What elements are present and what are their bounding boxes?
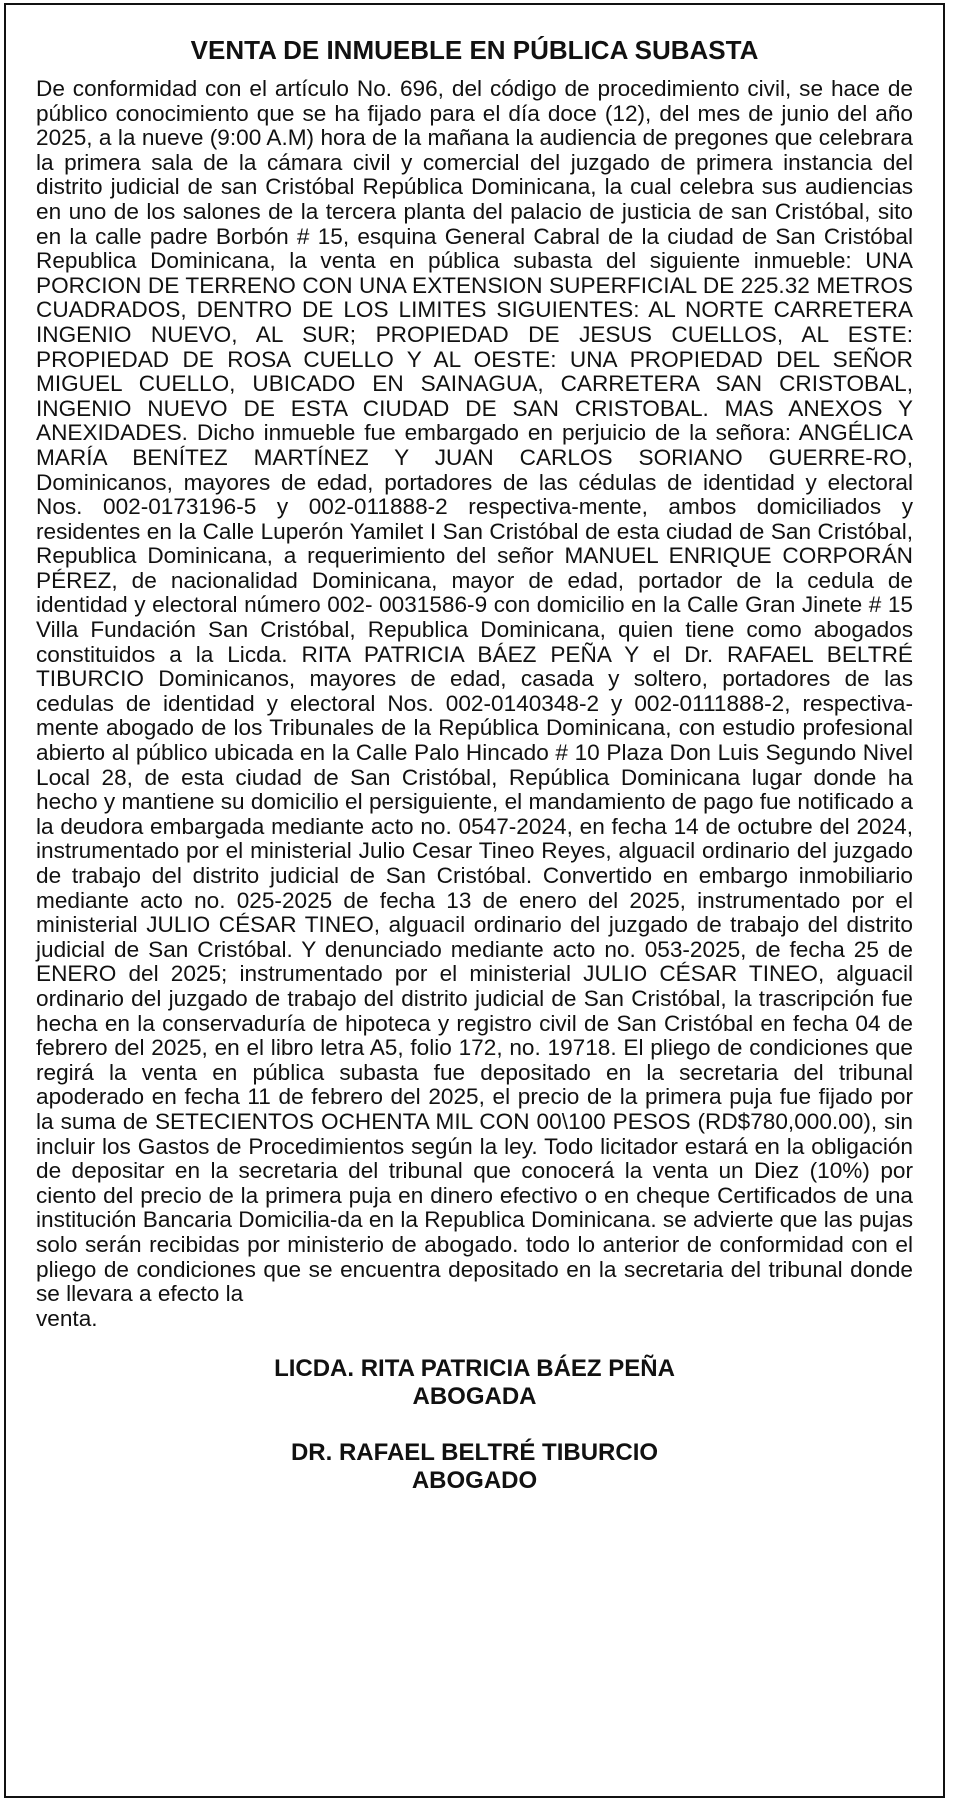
signature-block-2 [36, 1439, 913, 1495]
signature-role: ABOGADO [411, 1467, 538, 1495]
notice-body-end: venta. [36, 1305, 98, 1331]
signature-name: DR. RAFAEL BELTRÉ TIBURCIO [290, 1439, 659, 1467]
notice-body [36, 77, 913, 1331]
notice-title: VENTA DE INMUEBLE EN PÚBLICA SUBASTA [190, 35, 759, 65]
signatures [36, 1355, 913, 1495]
notice-body-text: De conformidad con el artículo No. 696, del código de procedimiento civil, se hace de público conocimiento que se ha fijado para el día doce (12), del mes de junio del año 2025, a la nueve (9:00 A.M) hora de la mañana la audiencia de pregones que celebrara la primera sala de la cámara civil y comercial del juzgado de primera instancia del distrito judicial de san Cristóbal República Dominicana, la cual celebra sus audiencias en uno de los salones de la tercera planta del palacio de justicia de san Cristóbal, sito en la calle padre Borbón # 15, esquina General Cabral de la ciudad de San Cristóbal Republica Dominicana, la venta en pública subasta del siguiente inmueble: UNA PORCION DE TERRENO CON UNA EXTENSION SUPERFICIAL DE 225.32 METROS CUADRADOS, DENTRO DE LOS LIMITES SIGUIENTES: AL NORTE CARRETERA INGENIO NUEVO, AL SUR; PROPIEDAD DE JESUS CUELLOS, AL ESTE: PROPIEDAD DE ROSA CUELLO Y AL OESTE: UNA PROPIEDAD DEL SEÑOR MIGUEL CUELLO, UBICADO EN SAINAGUA, CARRETERA SAN CRISTOBAL, INGENIO NUEVO DE ESTA CIUDAD DE SAN CRISTOBAL. MAS ANEXOS Y ANEXIDADES. Dicho inmueble fue embargado en perjuicio de la señora: ANGÉLICA MARÍA BENÍTEZ MARTÍNEZ Y JUAN CARLOS SORIANO GUERRE-RO, Dominicanos, mayores de edad, portadores de las cédulas de identidad y electoral Nos. 002-0173196-5 y 002-011888-2 respectiva-mente, ambos domiciliados y residentes en la Calle Luperón Yamilet I San Cristóbal de esta ciudad de San Cristóbal, Republica Dominicana, a requerimiento del señor MANUEL ENRIQUE CORPORÁN PÉREZ, de nacionalidad Dominicana, mayor de edad, portador de la cedula de identidad y electoral número 002- 0031586-9 con domicilio en la Calle Gran Jinete # 15 Villa Fundación San Cristóbal, Republica Dominicana, quien tiene como abogados constituidos a la Licda. RITA PATRICIA BÁEZ PEÑA Y el Dr. RAFAEL BELTRÉ TIBURCIO Dominicanos, mayores de edad, casada y soltero, portadores de las cedulas de identidad y electoral Nos. 002-0140348-2 y 002-0111888-2, respectiva-mente abogado de los Tribunales de la República Dominicana, con estudio profesional abierto al público ubicada en la Calle Palo Hincado # 10 Plaza Don Luis Segundo Nivel Local 28, de esta ciudad de San Cristóbal, República Dominicana lugar donde ha hecho y mantiene su domicilio el persiguiente, el mandamiento de pago fue notificado a la deudora embargada mediante acto no. 0547-2024, en fecha 14 de octubre del 2024, instrumentado por el ministerial Julio Cesar Tineo Reyes, alguacil ordinario del juzgado de trabajo del distrito judicial de San Cristóbal. Convertido en embargo inmobiliario mediante acto no. 025-2025 de fecha 13 de enero del 2025, instrumentado por el ministerial JULIO CÉSAR TINEO, alguacil ordinario del juzgado de trabajo del distrito judicial de San Cristóbal. Y denunciado mediante acto no. 053-2025, de fecha 25 de ENERO del 2025; instrumentado por el ministerial JULIO CÉSAR TINEO, alguacil ordinario del juzgado de trabajo del distrito judicial de San Cristóbal, la trascripción fue hecha en la conservaduría de hipoteca y registro civil de San Cristóbal en fecha 04 de febrero del 2025, en el libro letra A5, folio 172, no. 19718. El pliego de condiciones que regirá la venta en pública subasta fue depositado en la secretaria del tribunal apoderado en fecha 11 de febrero del 2025, el precio de la primera puja fue fijado por la suma de SETECIENTOS OCHENTA MIL CON 00\100 PESOS (RD$780,000.00), sin incluir los Gastos de Procedimientos según la ley. Todo licitador estará en la obligación de depositar en la secretaria del tribunal que conocerá la venta un Diez (10%) por ciento del precio de la primera puja en dinero efectivo o en cheque Certificados de una institución Bancaria Domicilia-da en la Republica Dominicana. se advierte que las pujas solo serán recibidas por ministerio de abogado. todo lo anterior de conformidad con el pliego de condiciones que se encuentra depositado en la secretaria del tribunal donde se llevara a efecto la [36, 76, 913, 1307]
signature-block-1 [36, 1355, 913, 1411]
signature-role: ABOGADA [412, 1383, 537, 1411]
legal-notice [4, 3, 945, 1798]
signature-name: LICDA. RITA PATRICIA BÁEZ PEÑA [274, 1355, 675, 1383]
